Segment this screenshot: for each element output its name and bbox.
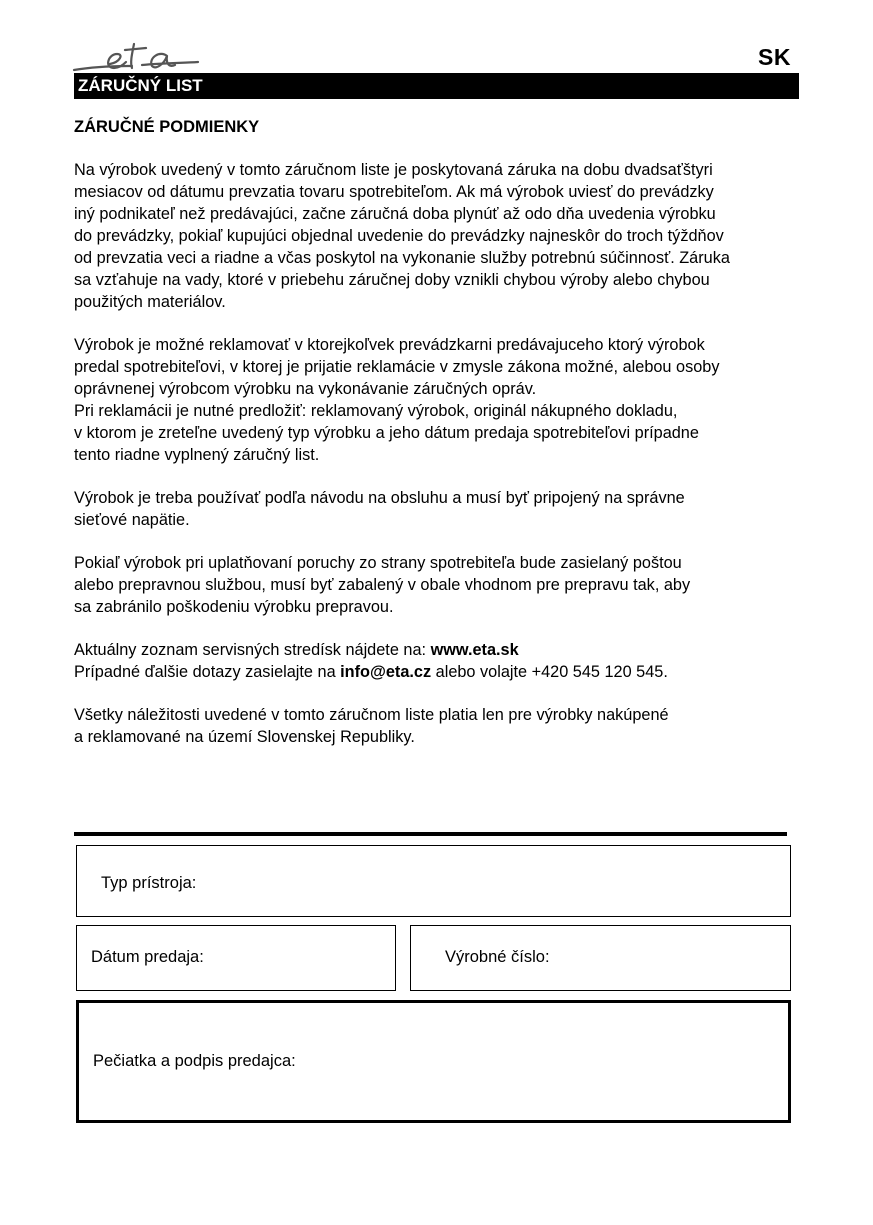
- text-line: Všetky náležitosti uvedené v tomto záručnom liste platia len pre výrobky nakúpené: [74, 706, 669, 724]
- section-heading: ZÁRUČNÉ PODMIENKY: [74, 118, 260, 136]
- serial-number-field[interactable]: [410, 925, 791, 991]
- text-line: do prevádzky, pokiaľ kupujúci objednal uvedenie do prevádzky najneskôr do troch týždňov: [74, 227, 724, 245]
- divider: [74, 832, 787, 836]
- device-type-field[interactable]: [76, 845, 791, 917]
- text-line: Pokiaľ výrobok pri uplatňovaní poruchy zo strany spotrebiteľa bude zasielaný poštou: [74, 554, 682, 572]
- text-line: použitých materiálov.: [74, 293, 226, 311]
- language-code: SK: [758, 44, 791, 70]
- text-line: v ktorom je zreteľne uvedený typ výrobku a jeho dátum predaja spotrebiteľovi prípadne: [74, 424, 699, 442]
- text-line: Výrobok je treba používať podľa návodu na obsluhu a musí byť pripojený na správne: [74, 489, 685, 507]
- text-line: iný podnikateľ než predávajúci, začne záručná doba plynúť až odo dňa uvedenia výrobku: [74, 205, 716, 223]
- paragraph-complaints: [74, 334, 814, 466]
- email-link[interactable]: info@eta.cz: [340, 663, 432, 681]
- text-line: predal spotrebiteľovi, v ktorej je prijatie reklamácie v zmysle zákona možné, alebou osoby: [74, 358, 720, 376]
- paragraph-shipping: [74, 552, 814, 618]
- text-line: sieťové napätie.: [74, 511, 190, 529]
- text-line: Pri reklamácii je nutné predložiť: reklamovaný výrobok, originál nákupného dokladu,: [74, 402, 678, 420]
- text-line: tento riadne vyplnený záručný list.: [74, 446, 320, 464]
- text-line: [74, 661, 814, 683]
- paragraph-usage: [74, 487, 814, 531]
- document-title: ZÁRUČNÝ LIST: [74, 73, 799, 99]
- text-line: sa zabránilo poškodeniu výrobku prepravou.: [74, 598, 394, 616]
- warranty-conditions: [74, 159, 814, 769]
- text-line: a reklamované na území Slovenskej Republiky.: [74, 728, 415, 746]
- stamp-signature-label: Pečiatka a podpis predajca:: [93, 1052, 296, 1070]
- serial-number-label: Výrobné číslo:: [445, 948, 550, 966]
- text-line: sa vzťahuje na vady, ktoré v priebehu záručnej doby vznikli chybou výroby alebo chybou: [74, 271, 710, 289]
- questions-text: Prípadné ďalšie dotazy zasielajte na: [74, 663, 341, 681]
- paragraph-validity: [74, 704, 814, 748]
- eta-logo: [72, 36, 202, 76]
- text-line: mesiacov od dátumu prevzatia tovaru spotrebiteľom. Ak má výrobok uviesť do prevádzky: [74, 183, 714, 201]
- text-line: od prevzatia veci a riadne a včas poskytol na vykonanie služby potrebnú súčinnosť. Záruka: [74, 249, 730, 267]
- text-line: alebo prepravnou službou, musí byť zabalený v obale vhodnom pre prepravu tak, aby: [74, 576, 691, 594]
- text-line: Na výrobok uvedený v tomto záručnom liste je poskytovaná záruka na dobu dvadsaťštyri: [74, 161, 713, 179]
- service-url-link[interactable]: www.eta.sk: [430, 641, 519, 659]
- service-text: Aktuálny zoznam servisných stredísk nájdete na:: [74, 641, 431, 659]
- phone-text: alebo volajte +420 545 120 545.: [431, 663, 668, 681]
- device-type-label: Typ prístroja:: [101, 874, 197, 892]
- text-line: oprávnenej výrobcom výrobku na vykonávanie záručných opráv.: [74, 380, 537, 398]
- sale-date-field[interactable]: [76, 925, 396, 991]
- text-line: [74, 639, 814, 661]
- stamp-signature-field[interactable]: [76, 1000, 791, 1123]
- sale-date-label: Dátum predaja:: [91, 948, 204, 966]
- paragraph-warranty-period: [74, 159, 814, 313]
- paragraph-contact: [74, 639, 814, 683]
- text-line: Výrobok je možné reklamovať v ktorejkoľvek prevádzkarni predávajuceho ktorý výrobok: [74, 336, 705, 354]
